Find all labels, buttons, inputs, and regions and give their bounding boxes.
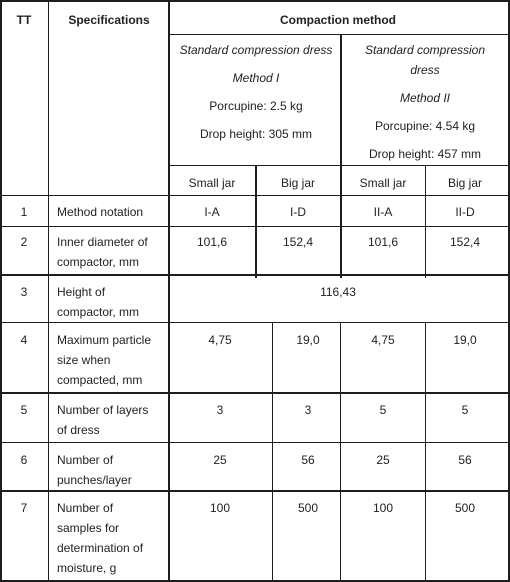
row-spec: Number of — [57, 453, 114, 467]
row-spec: of dress — [57, 423, 100, 437]
row-number: 4 — [20, 333, 28, 347]
subcol-small-jar-2: Small jar — [359, 176, 407, 190]
row-spec: Height of — [57, 285, 106, 299]
row-number: 7 — [20, 501, 28, 515]
row-value: II-D — [455, 205, 475, 219]
method-2-label: Method II — [399, 91, 451, 105]
row-value: 4,75 — [208, 333, 232, 347]
row-value: 152,4 — [282, 235, 314, 249]
row-number: 1 — [20, 205, 28, 219]
row-number: 6 — [20, 453, 28, 467]
row-spec: punches/layer — [57, 473, 132, 487]
method-2-name-line1: Standard compression — [364, 43, 486, 57]
header-compaction-method: Compaction method — [280, 13, 396, 27]
row-value: I-A — [204, 205, 220, 219]
subcol-big-jar-1: Big jar — [280, 176, 316, 190]
row-value: 5 — [379, 403, 387, 417]
row-value: 100 — [372, 501, 394, 515]
header-specifications: Specifications — [68, 13, 150, 27]
row-value: 19,0 — [296, 333, 320, 347]
method-1-drop-height: Drop height: 305 mm — [199, 127, 313, 141]
row-value: II-A — [373, 205, 393, 219]
subcol-small-jar-1: Small jar — [188, 176, 236, 190]
row-value: 25 — [213, 453, 227, 467]
row-value: 4,75 — [371, 333, 395, 347]
method-1-label: Method I — [232, 71, 280, 85]
row-value: 5 — [461, 403, 469, 417]
subcol-big-jar-2: Big jar — [447, 176, 483, 190]
method-2-porcupine: Porcupine: 4.54 kg — [374, 119, 476, 133]
row-value: 500 — [297, 501, 319, 515]
row-value: 56 — [458, 453, 472, 467]
header-tt: TT — [16, 13, 32, 27]
row-spec: Method notation — [57, 205, 144, 219]
row-number: 2 — [20, 235, 28, 249]
row-number: 5 — [20, 403, 28, 417]
row-spec: compactor, mm — [57, 305, 140, 319]
row-spec: samples for — [57, 521, 120, 535]
row-spec: determination of — [57, 541, 144, 555]
row-value: 3 — [216, 403, 224, 417]
method-2-drop-height: Drop height: 457 mm — [368, 147, 482, 161]
row-value: 101,6 — [196, 235, 228, 249]
row-merged-value: 116,43 — [320, 285, 356, 299]
method-2-name-line2: dress — [410, 63, 440, 77]
row-spec: Number of — [57, 501, 114, 515]
row-value: 25 — [376, 453, 390, 467]
row-value: 500 — [454, 501, 476, 515]
method-1-porcupine: Porcupine: 2.5 kg — [209, 99, 303, 113]
row-value: 101,6 — [367, 235, 399, 249]
row-spec: Inner diameter of — [57, 235, 148, 249]
row-spec: size when — [57, 353, 111, 367]
row-number: 3 — [20, 285, 28, 299]
method-1-name: Standard compression dress — [179, 43, 333, 57]
row-spec: compactor, mm — [57, 255, 140, 269]
row-value: 3 — [304, 403, 312, 417]
row-value: I-D — [290, 205, 306, 219]
row-value: 152,4 — [449, 235, 481, 249]
row-spec: Number of layers — [57, 403, 149, 417]
row-value: 56 — [301, 453, 315, 467]
row-spec: compacted, mm — [57, 373, 143, 387]
row-spec: Maximum particle — [57, 333, 152, 347]
row-spec: moisture, g — [57, 561, 117, 575]
row-value: 19,0 — [453, 333, 477, 347]
row-value: 100 — [209, 501, 231, 515]
